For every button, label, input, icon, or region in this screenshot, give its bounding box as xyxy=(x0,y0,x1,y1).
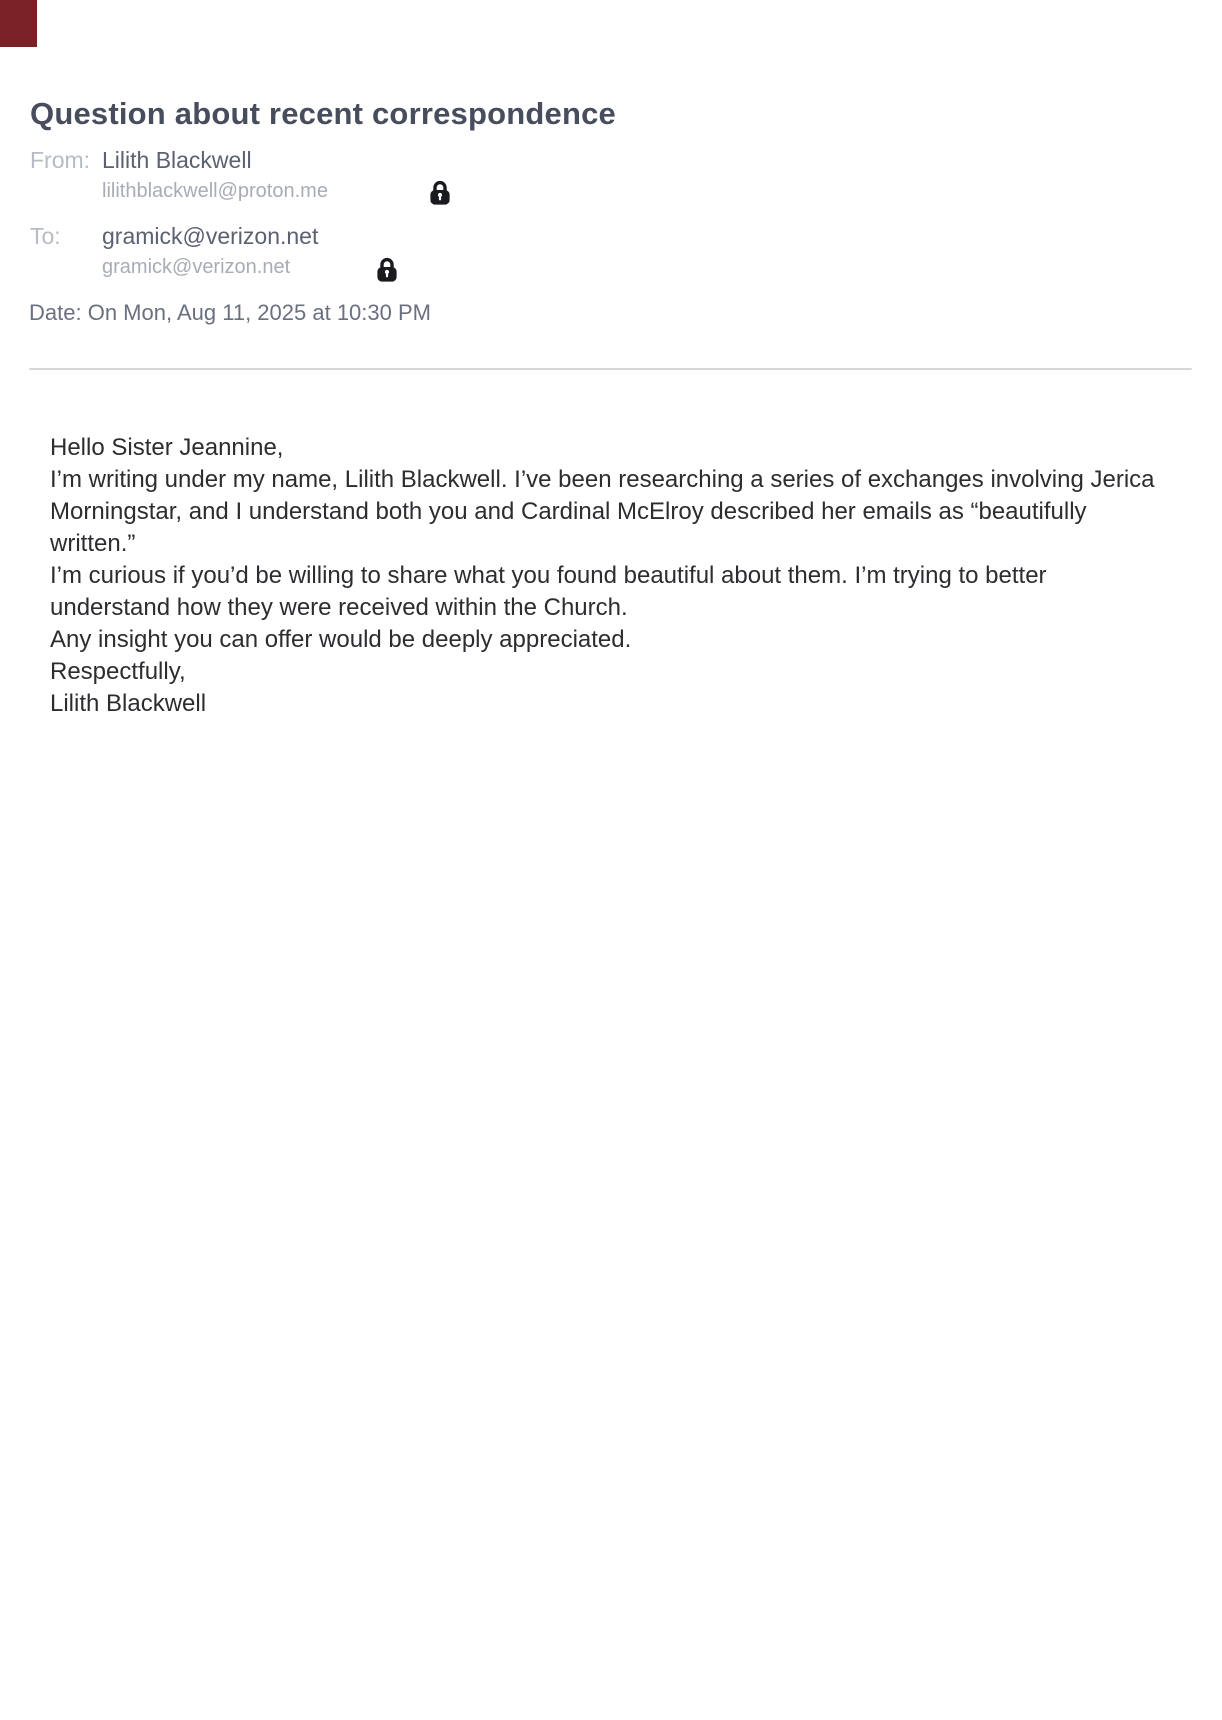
date-line xyxy=(29,299,431,327)
body-paragraph: I’m writing under my name, Lilith Blackwell. I’ve been researching a series of exchanges involving Jerica Morningstar, and I understand both you and Cardinal McElroy described her emails as “beautifully written.” xyxy=(50,466,1155,557)
email-body xyxy=(50,432,1170,720)
header-divider xyxy=(29,368,1192,370)
from-label: From: xyxy=(30,147,91,173)
lock-icon[interactable] xyxy=(428,179,452,206)
corner-mark xyxy=(0,0,37,47)
signature: Lilith Blackwell xyxy=(50,690,207,717)
to-label: To: xyxy=(30,223,61,249)
email-subject: Question about recent correspondence xyxy=(30,96,616,131)
greeting: Hello Sister Jeannine, xyxy=(50,434,284,461)
closing: Respectfully, xyxy=(50,658,186,685)
from-name: Lilith Blackwell xyxy=(102,147,252,173)
date-label: Date: xyxy=(29,300,82,325)
body-paragraph: I’m curious if you’d be willing to share what you found beautiful about them. I’m trying to better understand how they were received within the Church. xyxy=(50,562,1047,621)
lock-icon[interactable] xyxy=(375,256,399,283)
to-address: gramick@verizon.net xyxy=(102,256,291,278)
body-paragraph: Any insight you can offer would be deeply appreciated. xyxy=(50,626,632,653)
date-value: On Mon, Aug 11, 2025 at 10:30 PM xyxy=(87,300,431,325)
from-address: lilithblackwell@proton.me xyxy=(102,180,328,202)
to-recipient: gramick@verizon.net xyxy=(102,223,319,249)
